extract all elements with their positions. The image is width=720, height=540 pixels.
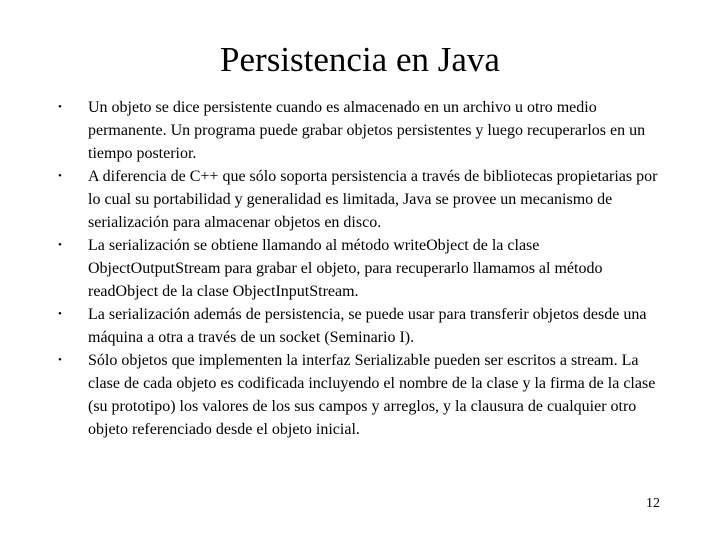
bullet-icon: • bbox=[58, 354, 62, 366]
bullet-text: Un objeto se dice persistente cuando es almacenado en un archivo u otro medio permanente. Un programa puede grabar objetos persistentes y luego recuperarlos en un tiempo posterior. bbox=[88, 99, 646, 162]
bullet-item-persistente bbox=[58, 96, 672, 165]
slide-title: Persistencia en Java bbox=[220, 40, 500, 79]
page-number: 12 bbox=[646, 496, 660, 511]
bullet-text: La serialización se obtiene llamando al método writeObject de la clase ObjectOutputStream para grabar el objeto, para recuperarlo llamamos al método readObject de la clase ObjectInputStream. bbox=[88, 237, 603, 300]
bullet-text: A diferencia de C++ que sólo soporta persistencia a través de bibliotecas propietarias por lo cual su portabilidad y generalidad es limitada, Java se provee un mecanismo de serialización para almacenar objetos en disco. bbox=[88, 168, 658, 231]
bullet-item-serializable bbox=[58, 349, 672, 441]
bullet-icon: • bbox=[58, 170, 62, 182]
bullet-icon: • bbox=[58, 101, 62, 113]
bullet-icon: • bbox=[58, 239, 62, 251]
bullet-icon: • bbox=[58, 308, 62, 320]
bullet-text: La serialización además de persistencia, se puede usar para transferir objetos desde una máquina a otra a través de un socket (Seminario I). bbox=[88, 306, 647, 346]
bullet-item-socket bbox=[58, 303, 672, 349]
bullet-list bbox=[58, 96, 672, 441]
bullet-text: Sólo objetos que implementen la interfaz Serializable pueden ser escritos a stream. La clase de cada objeto es codificada incluyendo el nombre de la clase y la firma de la clase (su prototipo) los valores de los sus campos y arreglos, y la clausura de cualquier otro objeto referenciado desde el objeto inicial. bbox=[88, 352, 656, 438]
bullet-item-writeobject bbox=[58, 234, 672, 303]
bullet-item-cpp-comparison bbox=[58, 165, 672, 234]
